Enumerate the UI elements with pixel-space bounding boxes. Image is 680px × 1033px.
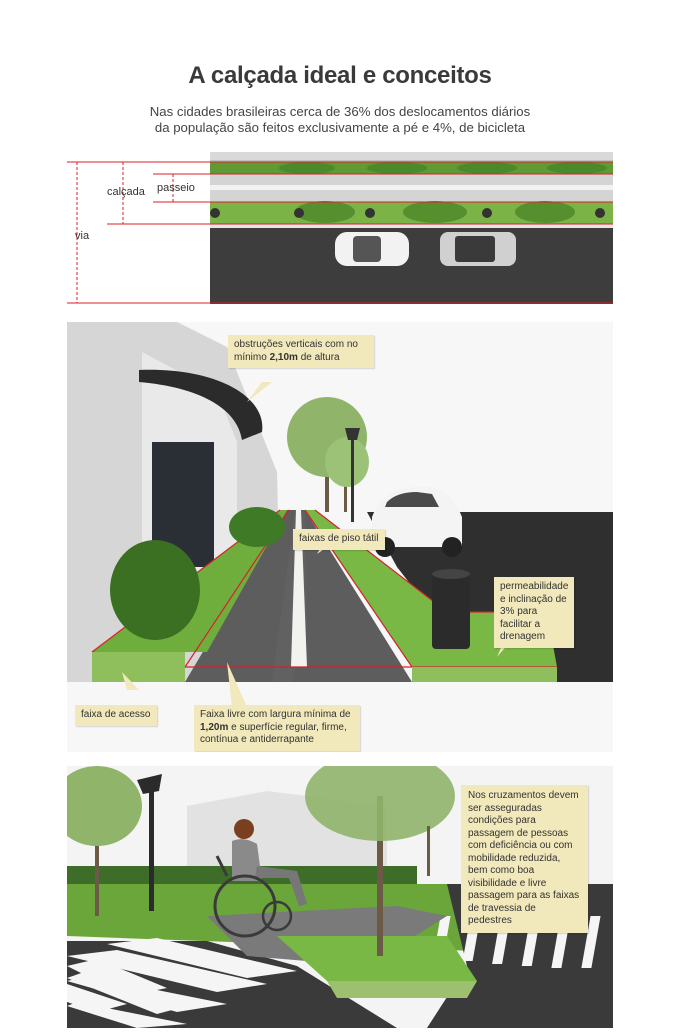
label-calcada: calçada bbox=[107, 186, 145, 198]
callout-faixa-livre bbox=[194, 705, 360, 751]
callout-faixa-livre-text-end: e superfície regular, firme, contínua e antiderrapante bbox=[200, 721, 347, 745]
callout-faixa-livre-bold: 1,20m bbox=[200, 721, 229, 733]
plan-view-panel bbox=[67, 152, 613, 304]
callout-faixa-livre-text: Faixa livre com largura mínima de bbox=[200, 709, 351, 720]
bush-icon bbox=[110, 540, 200, 640]
plan-view-illustration bbox=[67, 152, 613, 304]
subtitle-line-1: Nas cidades brasileiras cerca de 36% dos deslocamentos diários bbox=[149, 104, 531, 119]
callout-piso-tatil: faixas de piso tátil bbox=[293, 529, 385, 550]
callout-obstrucoes-text: obstruções verticais com no mínimo bbox=[234, 339, 358, 363]
car-icon bbox=[372, 487, 462, 557]
callout-obstrucoes-verticais bbox=[228, 335, 374, 368]
subtitle-line-2: da população são feitos exclusivamente a pé e 4%, de bicicleta bbox=[154, 120, 526, 135]
label-via: via bbox=[75, 230, 90, 242]
page-subtitle bbox=[0, 104, 680, 136]
label-passeio: passeio bbox=[157, 182, 195, 194]
callout-faixa-de-acesso: faixa de acesso bbox=[75, 705, 157, 726]
callout-cruzamentos: Nos cruzamentos devem ser asseguradas condições para passagem de pessoas com deficiência ou com mobilidade reduzida, bem como boa visibilidade e livre passagem para as faixas de travessia de pedestres bbox=[461, 785, 588, 933]
callout-obstrucoes-text-end: de altura bbox=[297, 351, 340, 363]
callout-permeabilidade: permeabilidade e inclinação de 3% para facilitar a drenagem bbox=[494, 577, 574, 648]
callout-obstrucoes-bold: 2,10m bbox=[269, 351, 298, 363]
white-car-icon bbox=[335, 232, 409, 266]
page-title: A calçada ideal e conceitos bbox=[188, 62, 492, 89]
sidewalk-perspective-panel bbox=[67, 322, 613, 752]
silver-car-icon bbox=[440, 232, 516, 266]
crossing-panel bbox=[67, 766, 613, 1028]
trash-bin-icon bbox=[432, 569, 470, 649]
